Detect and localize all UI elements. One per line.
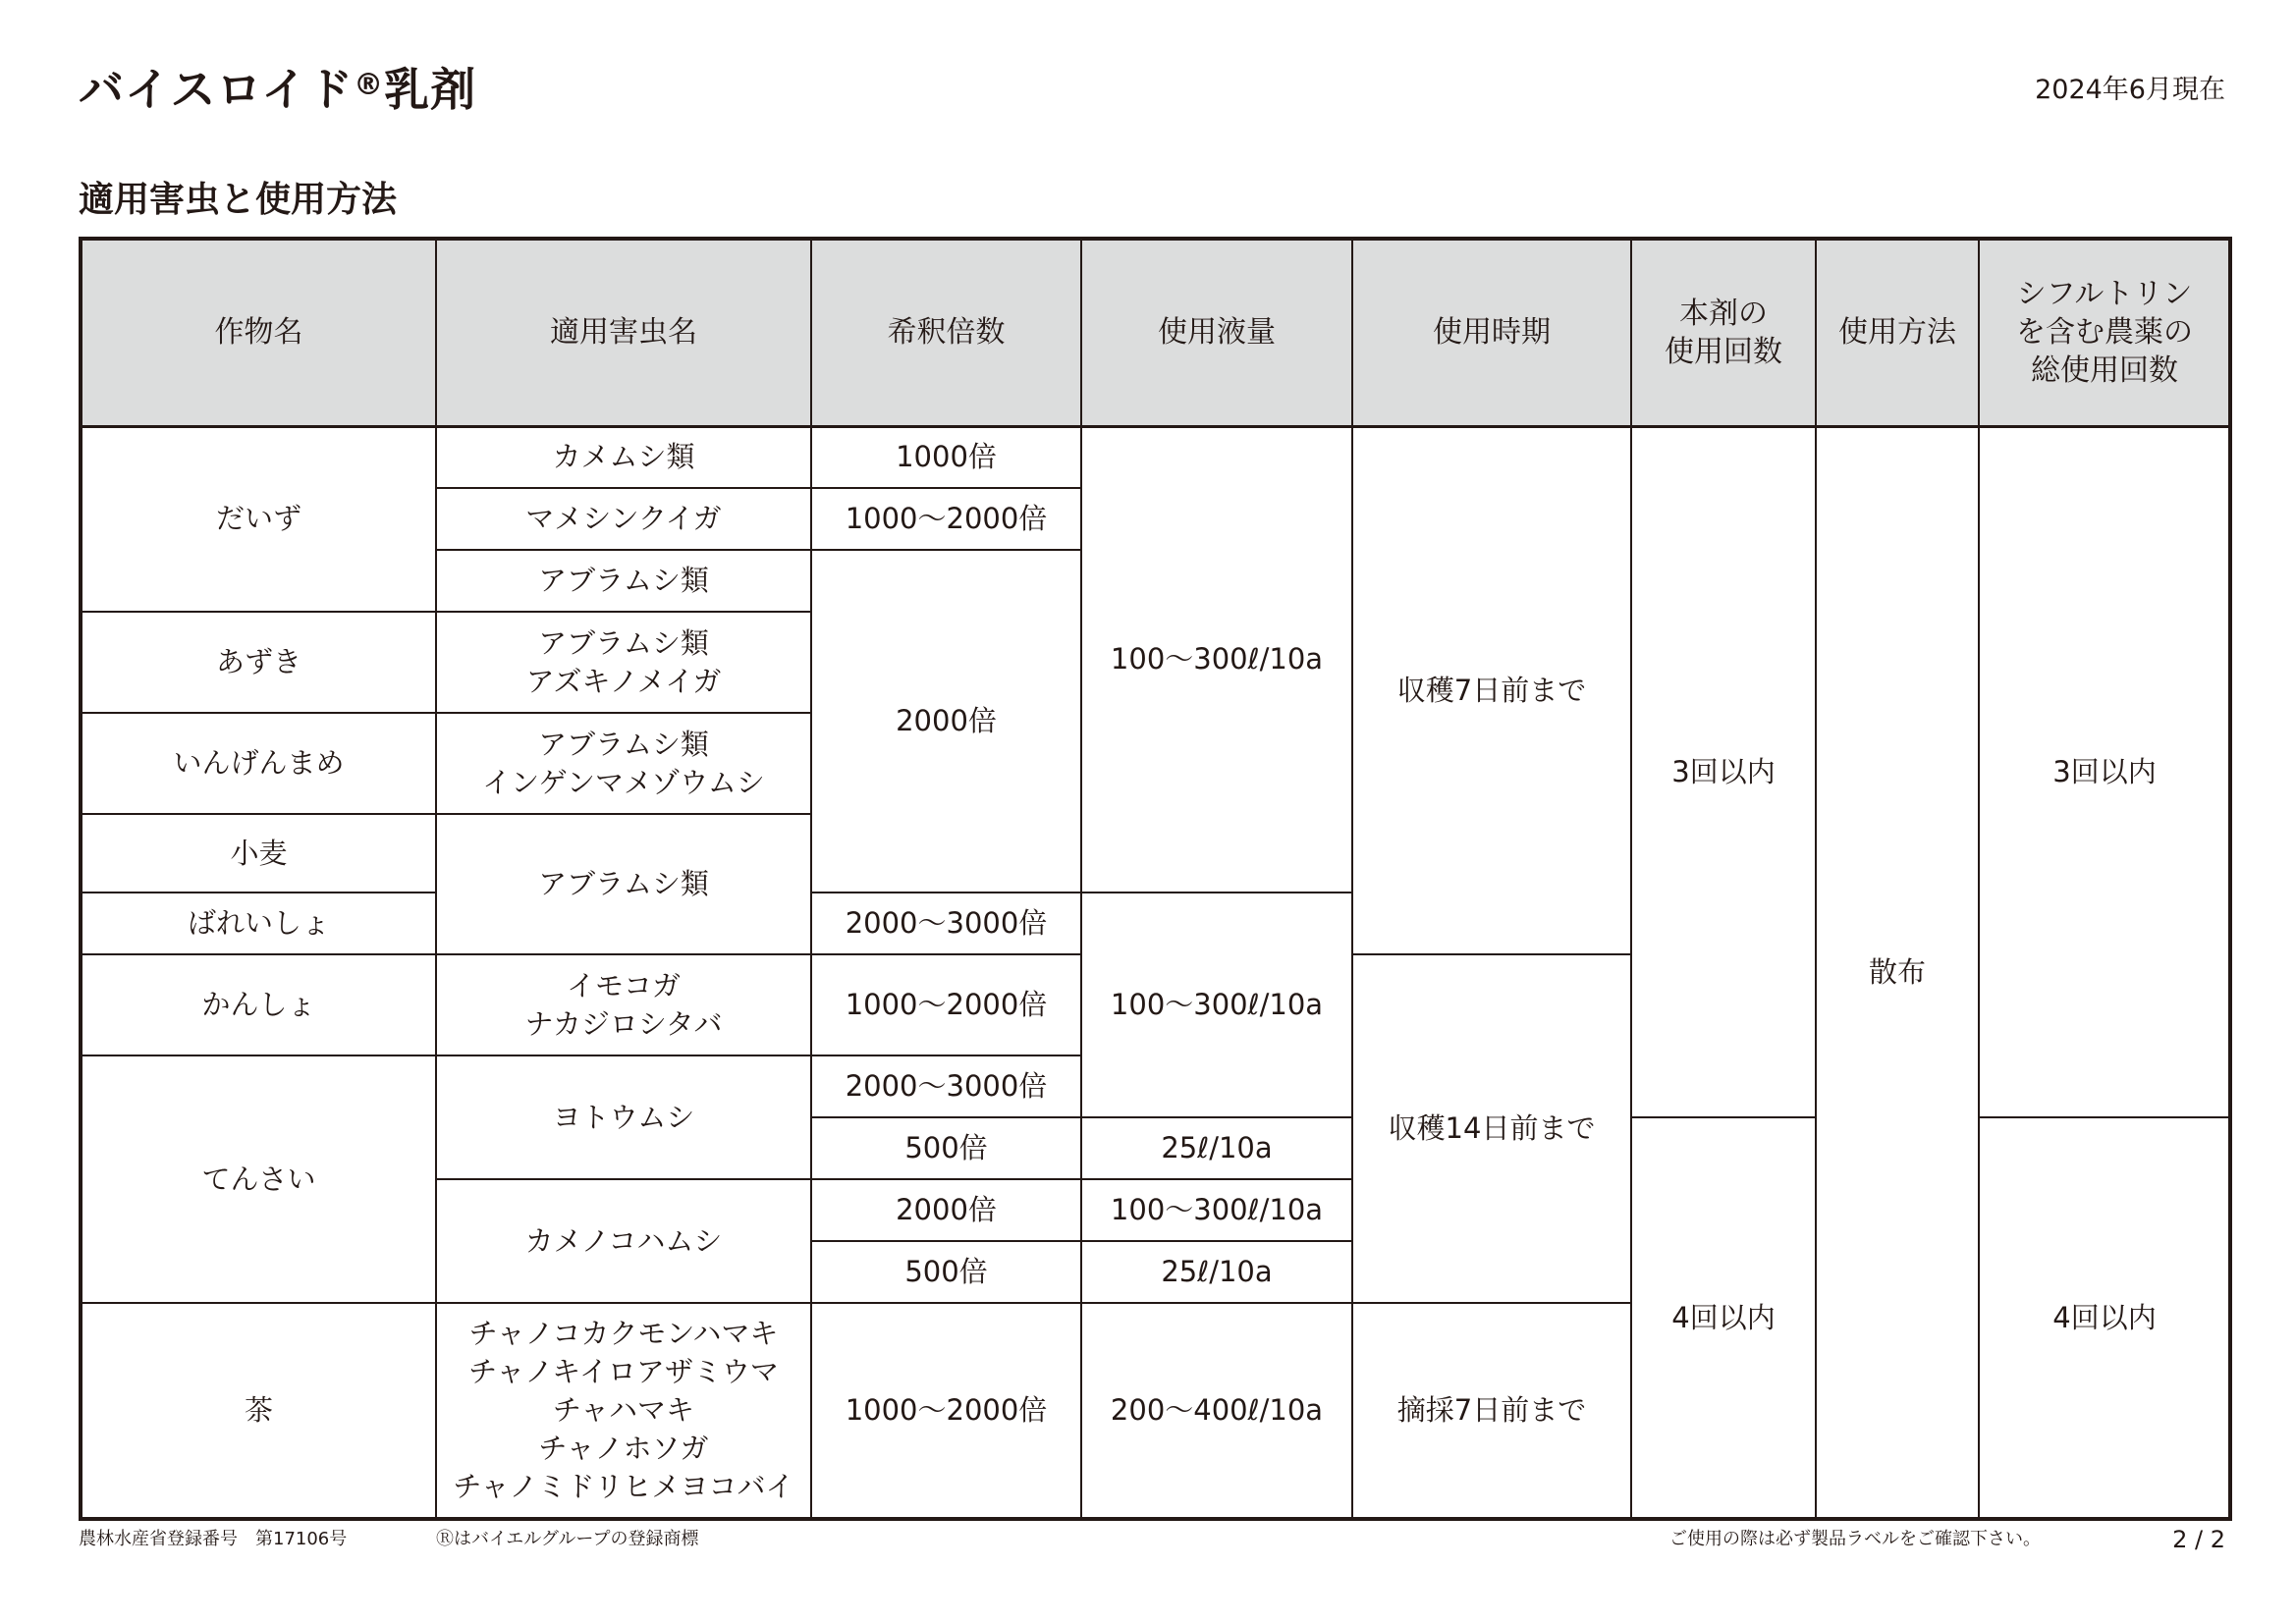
pest-cell: アブラムシ類 インゲンマメゾウムシ <box>436 713 811 814</box>
dilution-cell: 1000〜2000倍 <box>811 488 1081 550</box>
count-cell: 4回以内 <box>1631 1117 1816 1519</box>
pest-cell: アブラムシ類 <box>436 550 811 612</box>
pest-cell: アブラムシ類 <box>436 814 811 954</box>
volume-cell: 100〜300ℓ/10a <box>1081 426 1352 893</box>
trademark-note: Ⓡはバイエルグループの登録商標 <box>436 1529 699 1549</box>
column-header-total: シフルトリン を含む農薬の 総使用回数 <box>1979 239 2230 426</box>
column-header-count: 本剤の 使用回数 <box>1631 239 1816 426</box>
table-row <box>81 426 2230 488</box>
application-table <box>79 237 2232 1521</box>
volume-cell: 200〜400ℓ/10a <box>1081 1303 1352 1519</box>
page-number: 2 / 2 <box>2172 1526 2225 1553</box>
product-type: 乳剤 <box>384 63 477 116</box>
table-header-row <box>81 239 2230 426</box>
dilution-cell: 500倍 <box>811 1117 1081 1179</box>
product-name: バイスロイド <box>79 63 355 116</box>
dilution-cell: 1000〜2000倍 <box>811 954 1081 1055</box>
dilution-cell: 2000倍 <box>811 1179 1081 1241</box>
timing-cell: 収穫14日前まで <box>1352 954 1631 1303</box>
pest-cell: アブラムシ類 アズキノメイガ <box>436 612 811 713</box>
method-cell: 散布 <box>1816 426 1979 1519</box>
count-cell: 3回以内 <box>1631 426 1816 1117</box>
registered-mark: ® <box>354 68 385 102</box>
dilution-cell: 2000〜3000倍 <box>811 893 1081 954</box>
column-header-crop: 作物名 <box>81 239 436 426</box>
crop-cell: だいず <box>81 426 436 612</box>
volume-cell: 100〜300ℓ/10a <box>1081 1179 1352 1241</box>
crop-cell: あずき <box>81 612 436 713</box>
volume-cell: 100〜300ℓ/10a <box>1081 893 1352 1117</box>
crop-cell: 茶 <box>81 1303 436 1519</box>
volume-cell: 25ℓ/10a <box>1081 1117 1352 1179</box>
column-header-pest: 適用害虫名 <box>436 239 811 426</box>
dilution-cell: 1000〜2000倍 <box>811 1303 1081 1519</box>
timing-cell: 収穫7日前まで <box>1352 426 1631 954</box>
column-header-volume: 使用液量 <box>1081 239 1352 426</box>
column-header-dilution: 希釈倍数 <box>811 239 1081 426</box>
page-title <box>79 63 477 116</box>
pest-cell: ヨトウムシ <box>436 1055 811 1179</box>
dilution-cell: 1000倍 <box>811 426 1081 488</box>
crop-cell: ばれいしょ <box>81 893 436 954</box>
pest-cell: カメノコハムシ <box>436 1179 811 1303</box>
column-header-method: 使用方法 <box>1816 239 1979 426</box>
section-title: 適用害虫と使用方法 <box>79 180 398 220</box>
pest-cell: カメムシ類 <box>436 426 811 488</box>
crop-cell: 小麦 <box>81 814 436 893</box>
pest-cell: マメシンクイガ <box>436 488 811 550</box>
column-header-timing: 使用時期 <box>1352 239 1631 426</box>
volume-cell: 25ℓ/10a <box>1081 1241 1352 1303</box>
crop-cell: てんさい <box>81 1055 436 1303</box>
label-check-note: ご使用の際は必ず製品ラベルをご確認下さい。 <box>1669 1529 2041 1549</box>
total-cell: 4回以内 <box>1979 1117 2230 1519</box>
dilution-cell: 2000〜3000倍 <box>811 1055 1081 1117</box>
pest-cell: イモコガ ナカジロシタバ <box>436 954 811 1055</box>
dilution-cell: 500倍 <box>811 1241 1081 1303</box>
registration-number: 農林水産省登録番号 第17106号 <box>79 1529 348 1549</box>
pest-cell: チャノコカクモンハマキ チャノキイロアザミウマ チャハマキ チャノホソガ チャノミドリヒメヨコバイ <box>436 1303 811 1519</box>
as-of-date: 2024年6月現在 <box>2035 75 2225 105</box>
crop-cell: いんげんまめ <box>81 713 436 814</box>
dilution-cell: 2000倍 <box>811 550 1081 893</box>
total-cell: 3回以内 <box>1979 426 2230 1117</box>
crop-cell: かんしょ <box>81 954 436 1055</box>
timing-cell: 摘採7日前まで <box>1352 1303 1631 1519</box>
